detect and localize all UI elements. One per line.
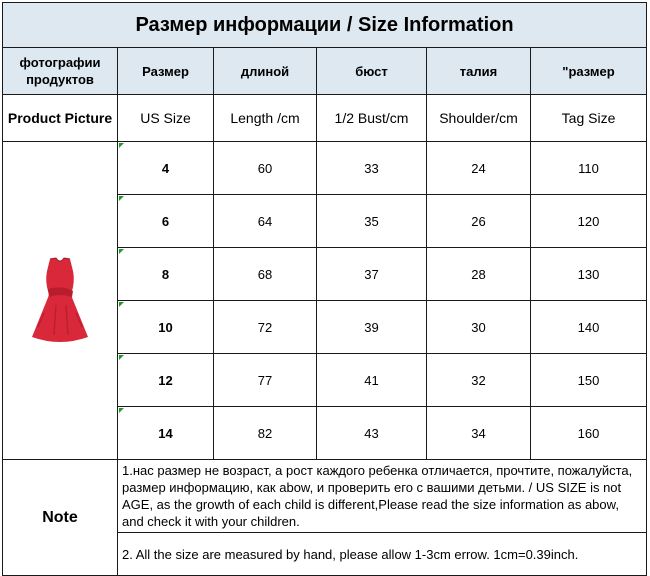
note-text-2: 2. All the size are measured by hand, please allow 1-3cm errow. 1cm=0.39inch. bbox=[118, 533, 647, 576]
us-size-cell: 4 bbox=[118, 142, 214, 195]
tag-size-cell: 110 bbox=[531, 142, 647, 195]
shoulder-cell: 34 bbox=[427, 407, 531, 460]
header-ru-tag: "размер bbox=[531, 48, 647, 95]
header-ru-waist: талия bbox=[427, 48, 531, 95]
us-size-cell: 12 bbox=[118, 354, 214, 407]
bust-cell: 37 bbox=[317, 248, 427, 301]
red-dress-image bbox=[28, 255, 92, 347]
us-size-cell: 8 bbox=[118, 248, 214, 301]
length-cell: 64 bbox=[214, 195, 317, 248]
shoulder-cell: 32 bbox=[427, 354, 531, 407]
header-bust: 1/2 Bust/cm bbox=[317, 95, 427, 142]
tag-size-cell: 120 bbox=[531, 195, 647, 248]
tag-size-cell: 160 bbox=[531, 407, 647, 460]
header-tag-size: Tag Size bbox=[531, 95, 647, 142]
bust-cell: 43 bbox=[317, 407, 427, 460]
length-cell: 82 bbox=[214, 407, 317, 460]
us-size-cell: 10 bbox=[118, 301, 214, 354]
shoulder-cell: 30 bbox=[427, 301, 531, 354]
header-row-russian bbox=[3, 48, 647, 95]
header-ru-length: длиной bbox=[214, 48, 317, 95]
product-picture bbox=[3, 142, 118, 460]
shoulder-cell: 26 bbox=[427, 195, 531, 248]
bust-cell: 35 bbox=[317, 195, 427, 248]
header-row-english bbox=[3, 95, 647, 142]
us-size-cell: 6 bbox=[118, 195, 214, 248]
header-us-size: US Size bbox=[118, 95, 214, 142]
note-label: Note bbox=[3, 460, 118, 576]
bust-cell: 41 bbox=[317, 354, 427, 407]
shoulder-cell: 24 bbox=[427, 142, 531, 195]
table-title: Размер информации / Size Information bbox=[3, 3, 647, 48]
table-row bbox=[3, 142, 647, 195]
length-cell: 72 bbox=[214, 301, 317, 354]
length-cell: 68 bbox=[214, 248, 317, 301]
shoulder-cell: 28 bbox=[427, 248, 531, 301]
header-product-picture: Product Picture bbox=[3, 95, 118, 142]
us-size-cell: 14 bbox=[118, 407, 214, 460]
note-row bbox=[3, 460, 647, 533]
header-ru-size: Размер bbox=[118, 48, 214, 95]
tag-size-cell: 140 bbox=[531, 301, 647, 354]
length-cell: 60 bbox=[214, 142, 317, 195]
header-ru-bust: бюст bbox=[317, 48, 427, 95]
tag-size-cell: 130 bbox=[531, 248, 647, 301]
bust-cell: 39 bbox=[317, 301, 427, 354]
size-table bbox=[2, 2, 647, 576]
note-text-1: 1.нас размер не возраст, а рост каждого ребенка отличается, прочтите, пожалуйста, размер информацию, как abow, и проверить его с вашими детьми. / US SIZE is not AGE, as the growth of each child is different,Please read the size information as abow, and check it with your children. bbox=[118, 460, 647, 533]
header-length: Length /cm bbox=[214, 95, 317, 142]
tag-size-cell: 150 bbox=[531, 354, 647, 407]
header-ru-picture: фотографии продуктов bbox=[3, 48, 118, 95]
bust-cell: 33 bbox=[317, 142, 427, 195]
length-cell: 77 bbox=[214, 354, 317, 407]
header-shoulder: Shoulder/cm bbox=[427, 95, 531, 142]
